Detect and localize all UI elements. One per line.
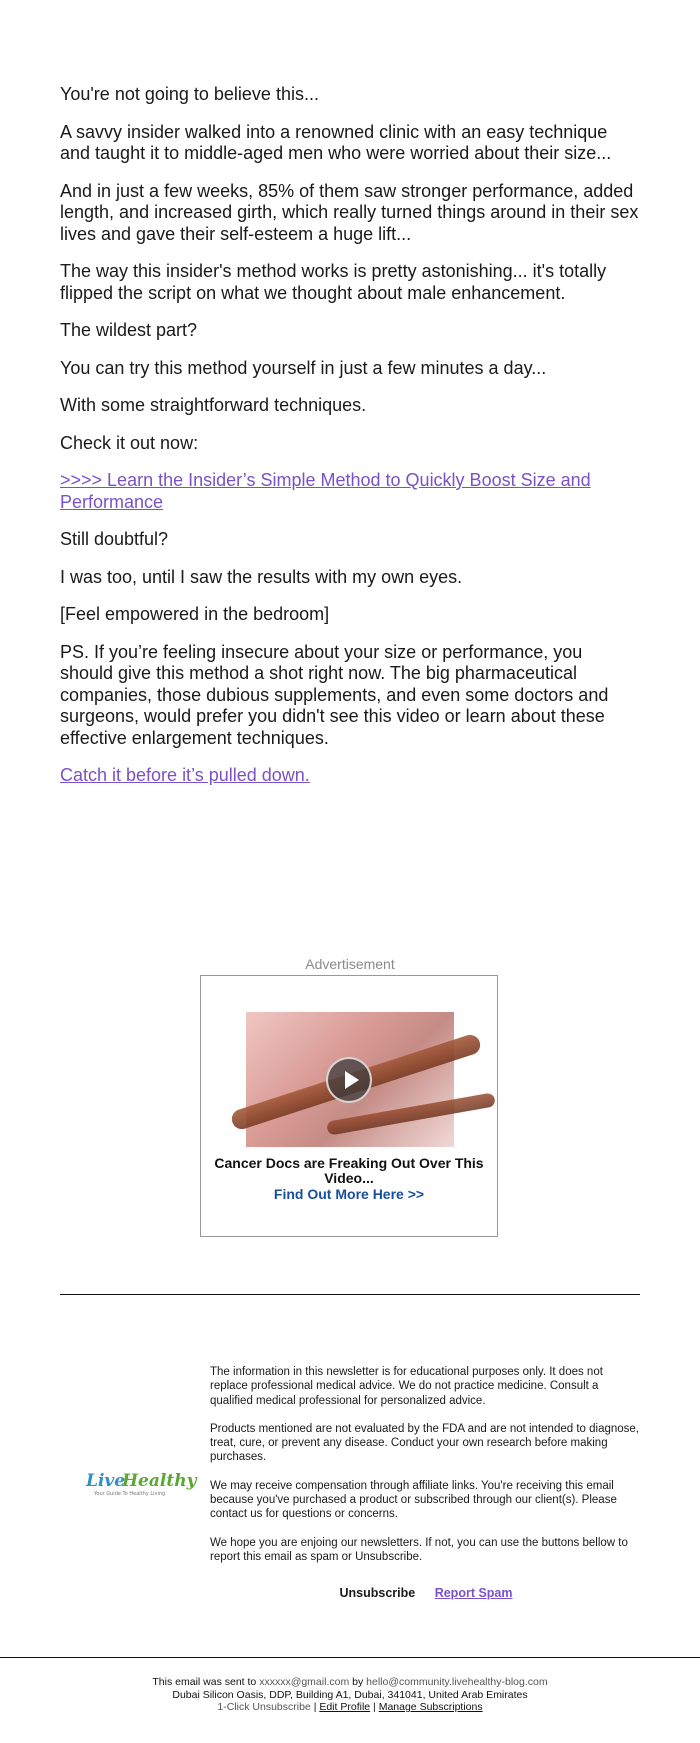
email-footer-info <box>0 1676 700 1714</box>
body-paragraph: Check it out now: <box>60 432 199 453</box>
footer-disclaimers <box>210 1365 642 1578</box>
body-paragraph: The wildest part? <box>60 320 198 340</box>
footer-divider <box>0 1657 700 1658</box>
play-icon[interactable] <box>326 1057 372 1103</box>
ad-video-thumbnail[interactable] <box>246 1012 454 1147</box>
unsubscribe-button[interactable]: Unsubscribe <box>339 1586 416 1600</box>
body-paragraph: You can try this method yourself in just a few minutes a day... <box>60 357 547 378</box>
svg-text:Live: Live <box>86 1471 126 1491</box>
sent-to-prefix: This email was sent to <box>152 1676 257 1688</box>
separator: | <box>313 1701 317 1713</box>
email-body <box>60 84 640 803</box>
postal-address: Dubai Silicon Oasis, DDP, Building A1, Dubai, 341041, United Arab Emirates <box>172 1688 528 1701</box>
ad-headline[interactable]: Cancer Docs are Freaking Out Over This Video... <box>214 1155 484 1186</box>
separator: | <box>373 1701 376 1713</box>
recipient-email: xxxxxx@gmail.com <box>259 1676 350 1688</box>
logo-graphic <box>84 1468 197 1500</box>
footer-links <box>0 1701 700 1714</box>
by-text: by <box>352 1676 364 1688</box>
body-paragraph: With some straightforward techniques. <box>60 395 367 415</box>
svg-text:Healthy: Healthy <box>122 1471 197 1491</box>
advertisement-label: Advertisement <box>305 956 395 972</box>
one-click-unsubscribe-link[interactable]: 1-Click Unsubscribe <box>217 1701 311 1713</box>
body-paragraph: I was too, until I saw the results with my own eyes. <box>60 566 463 587</box>
body-paragraph: And in just a few weeks, 85% of them saw stronger performance, added length, and increased girth, which really turned things around in their sex lives and gave their self-esteem a huge lift... <box>60 180 639 244</box>
manage-subscriptions-link[interactable]: Manage Subscriptions <box>378 1701 483 1713</box>
disclaimer-paragraph: The information in this newsletter is for educational purposes only. It does not replace professional medical advice. We do not practice medicine. Consult a qualified medical professional for personalized advice. <box>210 1366 603 1407</box>
sender-email[interactable]: hello@community.livehealthy-blog.com <box>366 1676 548 1688</box>
divider <box>60 1294 640 1295</box>
svg-text:Your Guide To Healthy Living: Your Guide To Healthy Living <box>94 1491 166 1497</box>
body-paragraph: You're not going to believe this... <box>60 84 319 104</box>
report-spam-button[interactable]: Report Spam <box>434 1586 513 1600</box>
body-paragraph: [Feel empowered in the bedroom] <box>60 604 330 624</box>
catch-it-link[interactable]: Catch it before it’s pulled down. <box>60 765 310 785</box>
body-paragraph: A savvy insider walked into a renowned clinic with an easy technique and taught it to middle-aged men who were worried about their size... <box>60 121 612 163</box>
disclaimer-paragraph: We may receive compensation through affiliate links. You're receiving this email because you've purchased a product or subscribed through our client(s). Please contact us for questions or concerns. <box>210 1479 617 1521</box>
body-paragraph: The way this insider's method works is pretty astonishing... it's totally flipped the script on what we thought about male enhancement. <box>60 261 607 303</box>
edit-profile-link[interactable]: Edit Profile <box>319 1701 371 1713</box>
ad-cta-link[interactable]: Find Out More Here >> <box>273 1186 425 1202</box>
livehealthy-logo <box>84 1468 197 1500</box>
closing-link-paragraph <box>60 765 640 787</box>
sent-to-line <box>0 1676 700 1689</box>
primary-link-paragraph <box>60 470 640 513</box>
disclaimer-paragraph: Products mentioned are not evaluated by the FDA and are not intended to diagnose, treat, cure, or prevent any disease. Conduct your own research before making purchases. <box>210 1422 639 1464</box>
footer-actions <box>210 1586 642 1600</box>
insider-method-link[interactable]: >>>> Learn the Insider’s Simple Method to Quickly Boost Size and Performance <box>60 470 591 512</box>
advertisement <box>0 956 700 1202</box>
body-paragraph: Still doubtful? <box>60 529 169 549</box>
ps-paragraph: PS. If you’re feeling insecure about your size or performance, you should give this method a shot right now. The big pharmaceutical companies, those dubious supplements, and even some doctors and surgeons, would prefer you didn't see this video or learn about these effective enlargement techniques. <box>60 641 609 748</box>
ad-box[interactable] <box>200 975 498 1237</box>
disclaimer-paragraph: We hope you are enjoing our newsletters. If not, you can use the buttons bellow to report this email as spam or Unsubscribe. <box>210 1536 628 1563</box>
